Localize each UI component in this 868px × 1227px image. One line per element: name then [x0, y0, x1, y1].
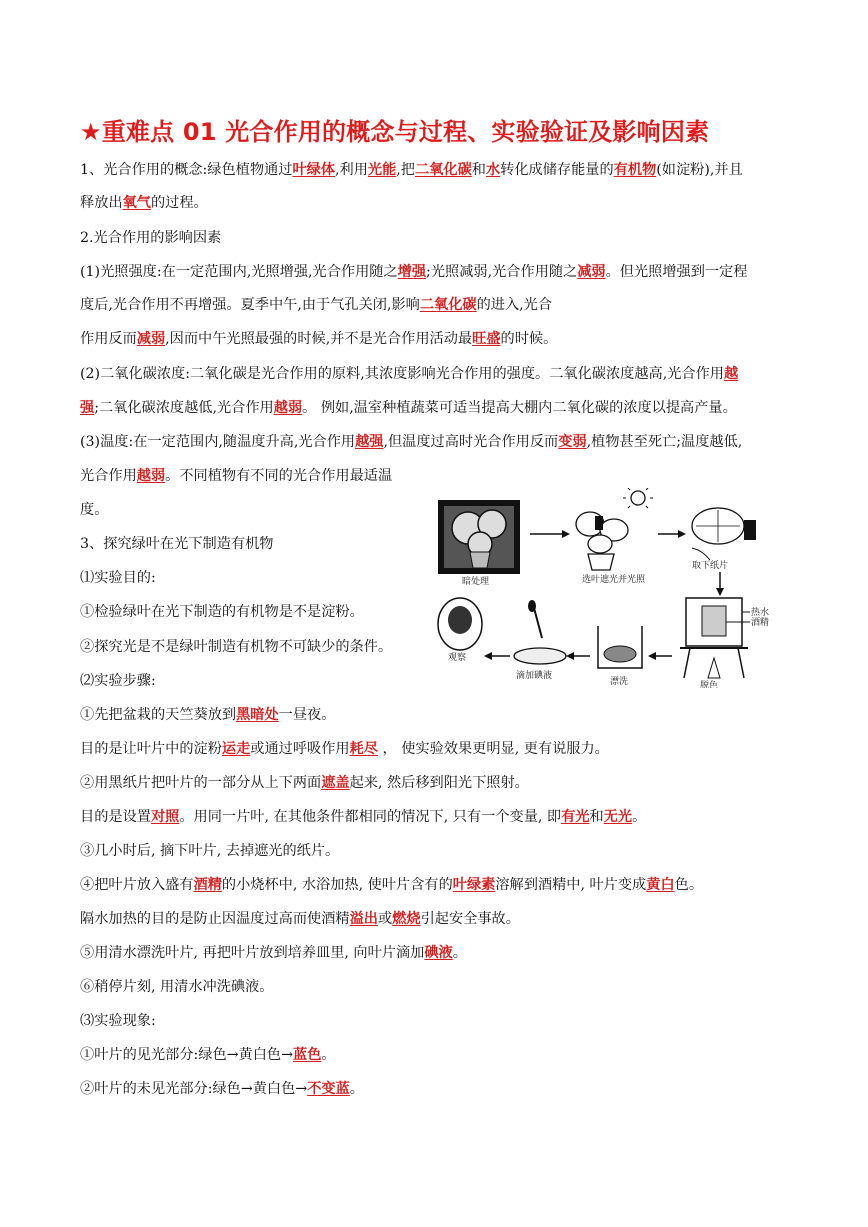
drip-iodine-illustration: [514, 600, 566, 664]
text-line: [80, 705, 335, 725]
experiment-figure: [430, 488, 770, 688]
text-line: [80, 228, 221, 248]
caption-hot-water: 热水: [751, 608, 770, 618]
caption-dark: 暗处理: [462, 577, 490, 587]
caption-rinse: 漂洗: [610, 677, 629, 687]
text-line: [80, 841, 339, 861]
light-shading-illustration: [576, 488, 653, 570]
text-run: ,但温度过高时光合作用反而: [383, 434, 559, 450]
text-line: [80, 432, 742, 452]
rinse-illustration: [598, 626, 642, 668]
text-run: 度后,光合作用不再增强。夏季中午,由于气孔关闭,影响: [80, 297, 420, 313]
text-run: ④把叶片放入盛有: [80, 877, 194, 893]
text-run: 一昼夜。: [278, 707, 336, 723]
text-run: 和: [589, 809, 604, 825]
text-run: 目的是让叶片中的淀粉: [80, 741, 222, 757]
highlighted-term: 燃烧: [392, 911, 421, 927]
text-line: [80, 364, 738, 384]
experiment-diagram: [430, 488, 770, 688]
dark-treatment-illustration: [438, 500, 520, 574]
text-line: [80, 1045, 336, 1065]
caption-decolor: 脱色: [700, 681, 719, 688]
text-line: [80, 534, 273, 554]
text-run: ②探究光是不是绿叶制造有机物不可缺少的条件。: [80, 639, 393, 655]
text-run: (2)二氧化碳浓度:二氧化碳是光合作用的原料,其浓度影响光合作用的强度。二氧化碳浓度越高,光合作用: [80, 366, 724, 382]
highlighted-term: 减弱: [136, 331, 166, 347]
text-run: 3、探究绿叶在光下制造有机物: [80, 536, 274, 552]
text-line: [80, 262, 748, 282]
text-run: 。用同一片叶, 在其他条件都相同的情况下, 只有一个变量, 即: [179, 809, 562, 825]
text-run: 或通过呼吸作用: [250, 741, 350, 757]
text-run: 隔水加热的目的是防止因温度过高而使酒精: [80, 911, 350, 927]
highlighted-term: 黑暗处: [236, 707, 279, 723]
text-run: 转化成储存能量的: [500, 162, 614, 178]
text-line: [80, 466, 392, 486]
text-line: [80, 398, 737, 418]
decolor-illustration: [680, 598, 750, 678]
text-run: 的时候。: [500, 331, 558, 347]
caption-shade: 选叶遮光并光照: [582, 575, 646, 585]
text-line: [80, 500, 108, 520]
caption-iodine: 滴加碘液: [516, 671, 553, 681]
text-run: ③几小时后, 摘下叶片, 去掉遮光的纸片。: [80, 843, 340, 859]
text-line: [80, 160, 743, 180]
text-run: ⑵实验步骤:: [80, 673, 156, 689]
highlighted-term: 强: [80, 400, 95, 416]
text-line: [80, 943, 467, 963]
text-run: 。: [632, 809, 647, 825]
text-run: (3)温度:在一定范围内,随温度升高,光合作用: [80, 434, 356, 450]
highlighted-term: 二氧化碳: [419, 297, 477, 313]
text-line: [80, 602, 364, 622]
text-run: 。: [321, 1047, 336, 1063]
text-run: 作用反而: [80, 331, 137, 347]
observe-illustration: [438, 598, 482, 650]
remove-paper-illustration: [692, 508, 756, 560]
text-run: ①叶片的见光部分:绿色→黄白色→: [80, 1047, 293, 1063]
text-run: 释放出: [80, 195, 123, 211]
text-run: 。 例如,温室种植蔬菜可适当提高大棚内二氧化碳的浓度以提高产量。: [302, 400, 737, 416]
text-run: ,把: [396, 162, 415, 178]
text-run: ⑥稍停片刻, 用清水冲洗碘液。: [80, 979, 274, 995]
text-run: 和: [471, 162, 486, 178]
highlighted-term: 蓝色: [293, 1047, 322, 1063]
text-line: [80, 1011, 156, 1031]
text-run: 溶解到酒精中, 叶片变成: [495, 877, 647, 893]
highlighted-term: 旺盛: [472, 331, 501, 347]
caption-remove: 取下纸片: [692, 561, 729, 571]
text-line: [80, 977, 273, 997]
text-line: [80, 568, 156, 588]
highlighted-term: 叶绿素: [452, 877, 496, 893]
text-run: 的进入,光合: [476, 297, 553, 313]
text-line: [80, 193, 208, 213]
text-run: (1)光照强度:在一定范围内,光照增强,光合作用随之: [80, 264, 398, 280]
highlighted-term: 无光: [603, 809, 633, 825]
highlighted-term: 酒精: [193, 877, 222, 893]
highlighted-term: 遮盖: [321, 775, 350, 791]
highlighted-term: 不变蓝: [307, 1081, 350, 1097]
text-run: 色。: [674, 877, 704, 893]
text-line: [80, 909, 520, 929]
text-line: [80, 773, 529, 793]
highlighted-term: 碘液: [424, 945, 453, 961]
highlighted-term: 减弱: [577, 264, 606, 280]
text-line: [80, 637, 392, 657]
highlighted-term: 有机物: [613, 162, 657, 178]
text-line: [80, 329, 557, 349]
highlighted-term: 水: [485, 162, 501, 178]
text-run: 或: [377, 911, 393, 927]
text-run: ⑴实验目的:: [80, 570, 156, 586]
highlighted-term: 越强: [355, 434, 384, 450]
text-line: [80, 1079, 364, 1099]
highlighted-term: 耗尽: [349, 741, 378, 757]
text-run: 。: [349, 1081, 364, 1097]
text-run: ⑶实验现象:: [80, 1013, 156, 1029]
highlighted-term: 叶绿体: [292, 162, 336, 178]
caption-observe: 观察: [448, 653, 467, 663]
highlighted-term: 对照: [150, 809, 180, 825]
text-run: ;光照减弱,光合作用随之: [426, 264, 578, 280]
highlighted-term: 氧气: [122, 195, 151, 211]
text-run: ,植物甚至死亡;温度越低,: [586, 434, 743, 450]
highlighted-term: 越弱: [136, 468, 166, 484]
text-line: [80, 295, 552, 315]
highlighted-term: 越弱: [273, 400, 303, 416]
highlighted-term: 变弱: [558, 434, 587, 450]
highlighted-term: 越: [723, 366, 739, 382]
text-run: ,因而中午光照最强的时候,并不是光合作用活动最: [165, 331, 473, 347]
text-run: ①先把盆栽的天竺葵放到: [80, 707, 237, 723]
page-title: ★重难点 01 光合作用的概念与过程、实验验证及影响因素: [80, 118, 710, 146]
text-run: 的过程。: [150, 195, 208, 211]
text-run: ;二氧化碳浓度越低,光合作用: [94, 400, 274, 416]
text-run: 2.光合作用的影响因素: [80, 230, 222, 246]
text-run: 光合作用: [80, 468, 137, 484]
highlighted-term: 有光: [561, 809, 590, 825]
text-line: [80, 875, 703, 895]
text-run: 。但光照增强到一定程: [605, 264, 748, 280]
text-run: ⑤用清水漂洗叶片, 再把叶片放到培养皿里, 向叶片滴加: [80, 945, 425, 961]
text-run: 度。: [80, 502, 109, 518]
text-run: 的小烧杯中, 水浴加热, 使叶片含有的: [221, 877, 453, 893]
highlighted-term: 光能: [367, 162, 397, 178]
text-run: 目的是设置: [80, 809, 151, 825]
highlighted-term: 溢出: [349, 911, 378, 927]
text-run: ， 使实验效果更明显, 更有说服力。: [378, 741, 609, 757]
text-run: ②叶片的未见光部分:绿色→黄白色→: [80, 1081, 308, 1097]
text-run: ,利用: [335, 162, 368, 178]
text-run: ①检验绿叶在光下制造的有机物是不是淀粉。: [80, 604, 364, 620]
text-run: (如淀粉),并且: [656, 162, 743, 178]
text-run: 。: [452, 945, 467, 961]
highlighted-term: 黄白: [646, 877, 675, 893]
highlighted-term: 二氧化碳: [415, 162, 472, 178]
highlighted-term: 运走: [221, 741, 251, 757]
caption-alcohol: 酒精: [751, 618, 770, 628]
text-run: 引起安全事故。: [420, 911, 520, 927]
text-line: [80, 739, 609, 759]
text-run: 起来, 然后移到阳光下照射。: [349, 775, 529, 791]
text-run: ②用黑纸片把叶片的一部分从上下两面: [80, 775, 322, 791]
text-run: 。不同植物有不同的光合作用最适温: [165, 468, 393, 484]
text-run: 1、光合作用的概念:绿色植物通过: [80, 162, 293, 178]
text-line: [80, 671, 156, 691]
text-line: [80, 807, 646, 827]
highlighted-term: 增强: [397, 264, 427, 280]
